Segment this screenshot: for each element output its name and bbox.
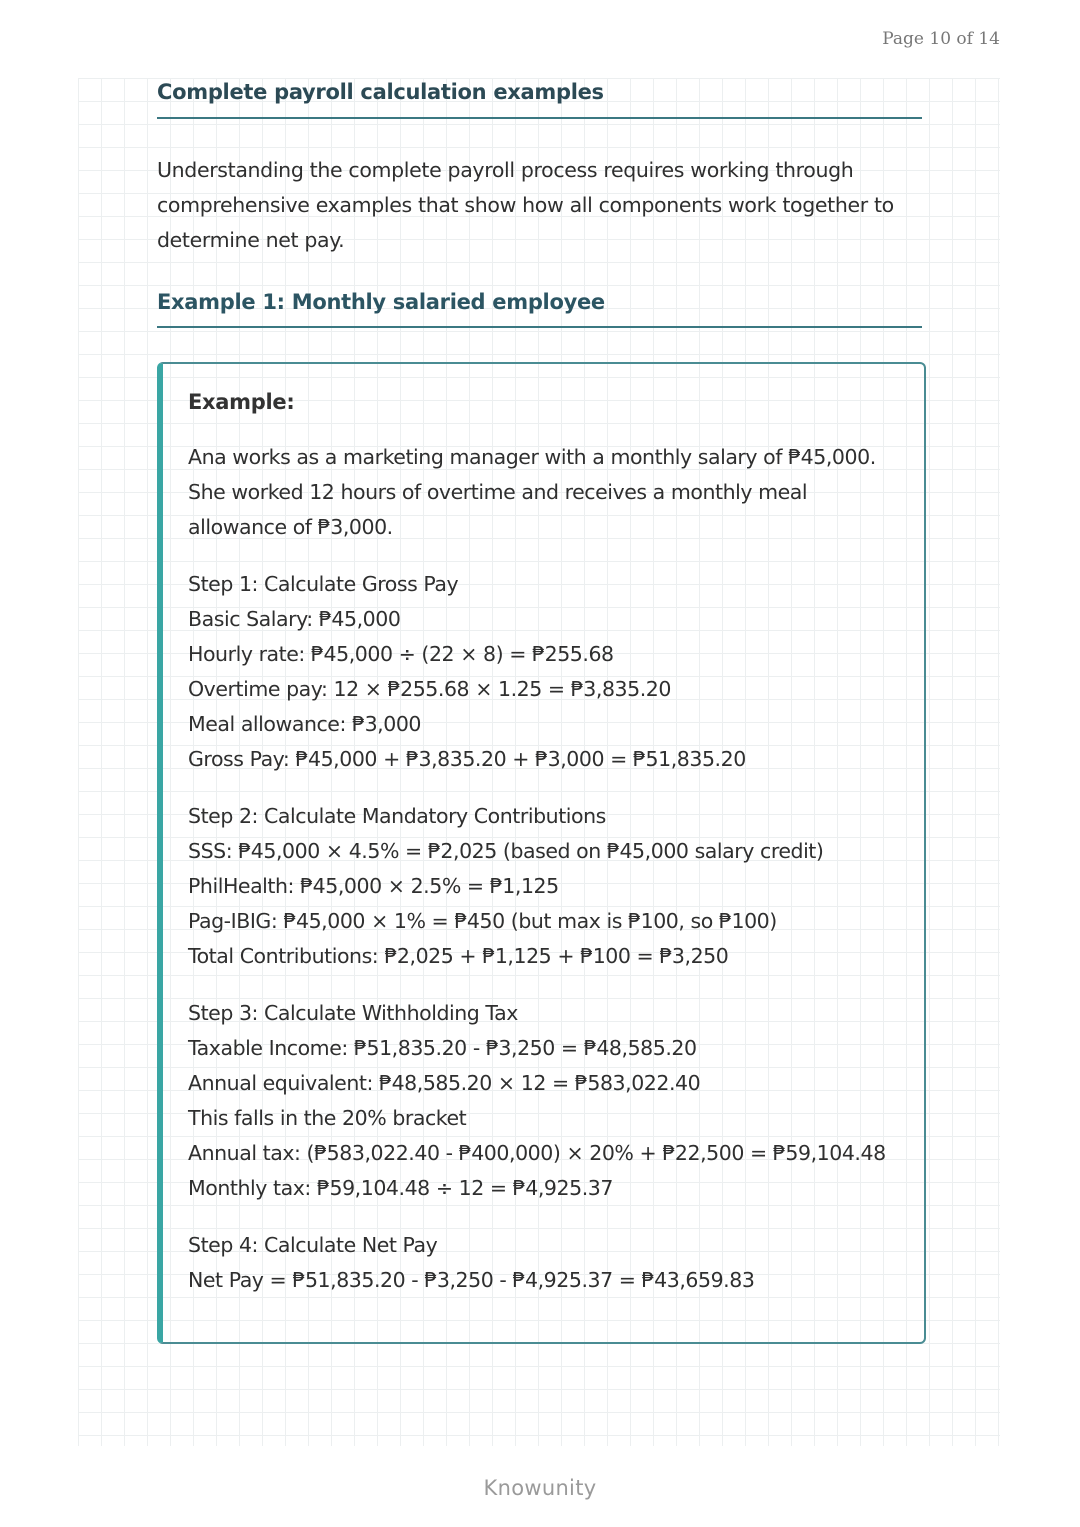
section-title: Complete payroll calculation examples [157,80,604,104]
step-title: Step 2: Calculate Mandatory Contributions [188,804,606,828]
step-line: PhilHealth: ₱45,000 × 2.5% = ₱1,125 [188,874,559,898]
example-heading-divider [157,326,922,328]
step-line: Taxable Income: ₱51,835.20 - ₱3,250 = ₱48,585.20 [188,1036,697,1060]
step-title: Step 3: Calculate Withholding Tax [188,1001,518,1025]
example-label: Example: [188,390,295,414]
step-line: Basic Salary: ₱45,000 [188,607,401,631]
intro-paragraph: Understanding the complete payroll process requires working through comprehensive examples that show how all components work together to determine net pay. [157,158,894,252]
step-title: Step 4: Calculate Net Pay [188,1233,438,1257]
step-line: Overtime pay: 12 × ₱255.68 × 1.25 = ₱3,835.20 [188,677,671,701]
section-title-divider [157,117,922,119]
calculation-steps [188,567,908,1320]
step-2 [188,799,908,974]
example-description: Ana works as a marketing manager with a monthly salary of ₱45,000. She worked 12 hours of overtime and receives a monthly meal allowance of ₱3,000. [188,445,876,539]
step-line: Gross Pay: ₱45,000 + ₱3,835.20 + ₱3,000 = ₱51,835.20 [188,747,746,771]
step-4 [188,1228,908,1298]
step-line: Meal allowance: ₱3,000 [188,712,422,736]
step-1 [188,567,908,777]
example-heading: Example 1: Monthly salaried employee [157,290,605,314]
step-line: SSS: ₱45,000 × 4.5% = ₱2,025 (based on ₱45,000 salary credit) [188,839,824,863]
step-line: Total Contributions: ₱2,025 + ₱1,125 + ₱100 = ₱3,250 [188,944,729,968]
brand-watermark: Knowunity [483,1476,597,1500]
step-line: Monthly tax: ₱59,104.48 ÷ 12 = ₱4,925.37 [188,1176,613,1200]
step-line: Annual equivalent: ₱48,585.20 × 12 = ₱583,022.40 [188,1071,701,1095]
page-number: Page 10 of 14 [882,29,1000,49]
step-line: Pag-IBIG: ₱45,000 × 1% = ₱450 (but max is ₱100, so ₱100) [188,909,777,933]
step-line: This falls in the 20% bracket [188,1106,467,1130]
step-3 [188,996,908,1206]
step-line: Annual tax: (₱583,022.40 - ₱400,000) × 20% + ₱22,500 = ₱59,104.48 [188,1141,886,1165]
step-line: Hourly rate: ₱45,000 ÷ (22 × 8) = ₱255.68 [188,642,614,666]
step-line: Net Pay = ₱51,835.20 - ₱3,250 - ₱4,925.37 = ₱43,659.83 [188,1268,755,1292]
step-title: Step 1: Calculate Gross Pay [188,572,459,596]
